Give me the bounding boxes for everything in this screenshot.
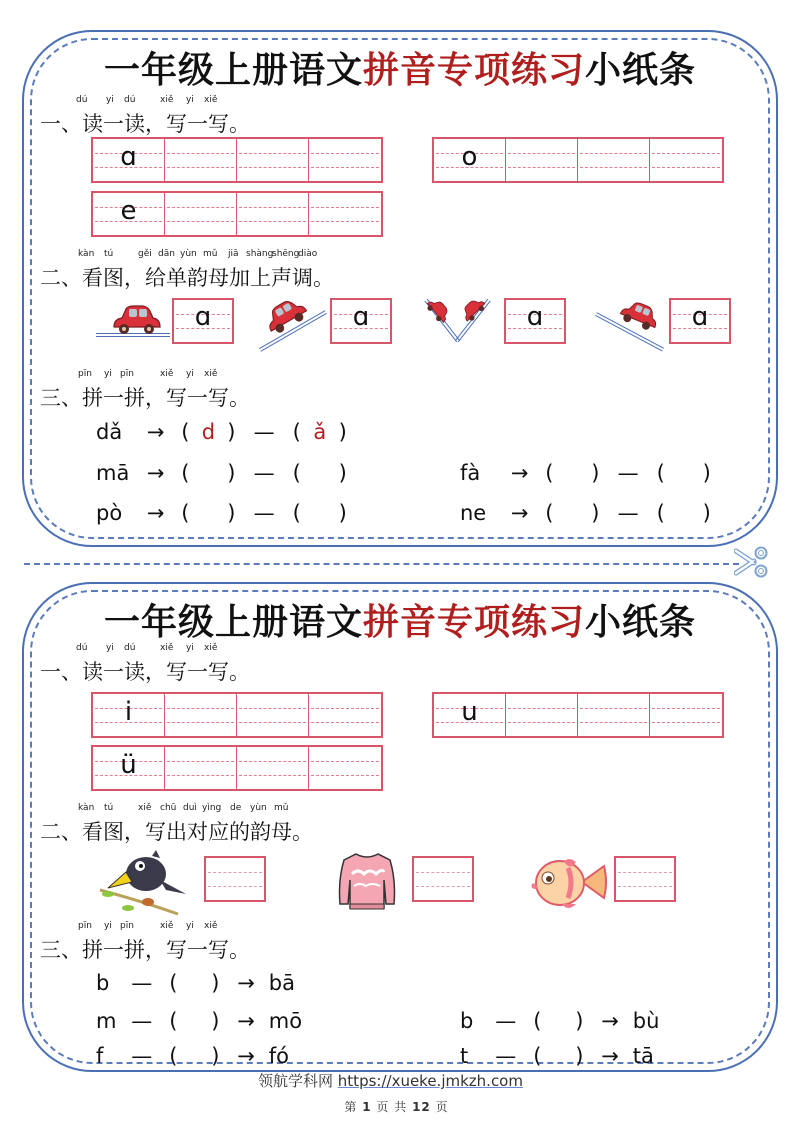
writing-grid-i[interactable] (91, 692, 383, 738)
section-3-heading: pīn yi pīn xiě yi xiě 三、拼一拼，写一写。 (40, 921, 250, 962)
spell-row-2: m — ( ) → mō (96, 1009, 303, 1033)
grid-letter: i (124, 697, 133, 727)
spell-row-4: b — ( ) → bù (460, 1009, 660, 1033)
section-2-heading: kàn tú xiě chū duì yìng de yùn mǔ 二、看图，写出对应的韵母。 (40, 803, 313, 844)
spell-row-3: f — ( ) → fó (96, 1044, 289, 1068)
grid-letter: ɑ (120, 142, 137, 172)
grid-letter: ü (120, 750, 137, 780)
writing-grid-o[interactable] (432, 137, 724, 183)
spell-row-3: pò → ( ) — ( ) (96, 501, 347, 525)
section-1-heading: dú yi dú xiě yi xiě 一、读一读，写一写。 (40, 95, 250, 136)
answer-final[interactable]: ǎ (313, 420, 327, 444)
tone-answer-box-1[interactable]: ɑ (172, 298, 234, 344)
car-icon (110, 303, 162, 337)
spell-row-5: t — ( ) → tā (460, 1044, 654, 1068)
grid-letter: e (120, 196, 137, 226)
section-1-heading: dú yi dú xiě yi xiě 一、读一读，写一写。 (40, 643, 250, 684)
section-2-heading: kàn tú gěi dān yùn mǔ jiā shàng shēng diào 二、看图，给单韵母加上声调。 (40, 249, 334, 290)
final-answer-box-2[interactable] (412, 856, 474, 902)
crow-on-branch-picture (98, 850, 190, 916)
spell-row-4: fà → ( ) — ( ) (460, 461, 711, 485)
grid-letter: o (461, 142, 478, 172)
grid-letter: u (461, 697, 478, 727)
tone-answer-box-3[interactable]: ɑ (504, 298, 566, 344)
watermark-link[interactable]: https://xueke.jmkzh.com (337, 1072, 523, 1090)
spell-row-1: dǎ → ( d ) — ( ǎ ) (96, 420, 347, 444)
worksheet-card-2 (22, 582, 778, 1072)
tone-answer-box-4[interactable]: ɑ (669, 298, 731, 344)
final-answer-box-1[interactable] (204, 856, 266, 902)
writing-grid-e[interactable] (91, 191, 383, 237)
spell-row-5: ne → ( ) — ( ) (460, 501, 711, 525)
writing-grid-u[interactable] (432, 692, 724, 738)
final-answer-box-3[interactable] (614, 856, 676, 902)
spell-row-2: mā → ( ) — ( ) (96, 461, 347, 485)
card-title: 一年级上册语文拼音专项练习小纸条 (103, 49, 697, 91)
spell-row-1: b — ( ) → bā (96, 971, 295, 995)
writing-grid-a[interactable] (91, 137, 383, 183)
pink-sweater-picture (336, 850, 398, 914)
section-3-heading: pīn yi pīn xiě yi xiě 三、拼一拼，写一写。 (40, 369, 250, 410)
scissors-icon (734, 545, 772, 579)
tone-answer-box-2[interactable]: ɑ (330, 298, 392, 344)
fish-picture (528, 854, 608, 912)
worksheet-card-1 (22, 30, 778, 547)
watermark: 领航学科网 https://xueke.jmkzh.com (258, 1072, 523, 1090)
page-footer: 第 1 页 共 12 页 (344, 1100, 449, 1114)
answer-initial[interactable]: d (201, 420, 216, 444)
cut-line (24, 563, 739, 565)
writing-grid-u-umlaut[interactable] (91, 745, 383, 791)
card-title: 一年级上册语文拼音专项练习小纸条 (103, 601, 697, 643)
